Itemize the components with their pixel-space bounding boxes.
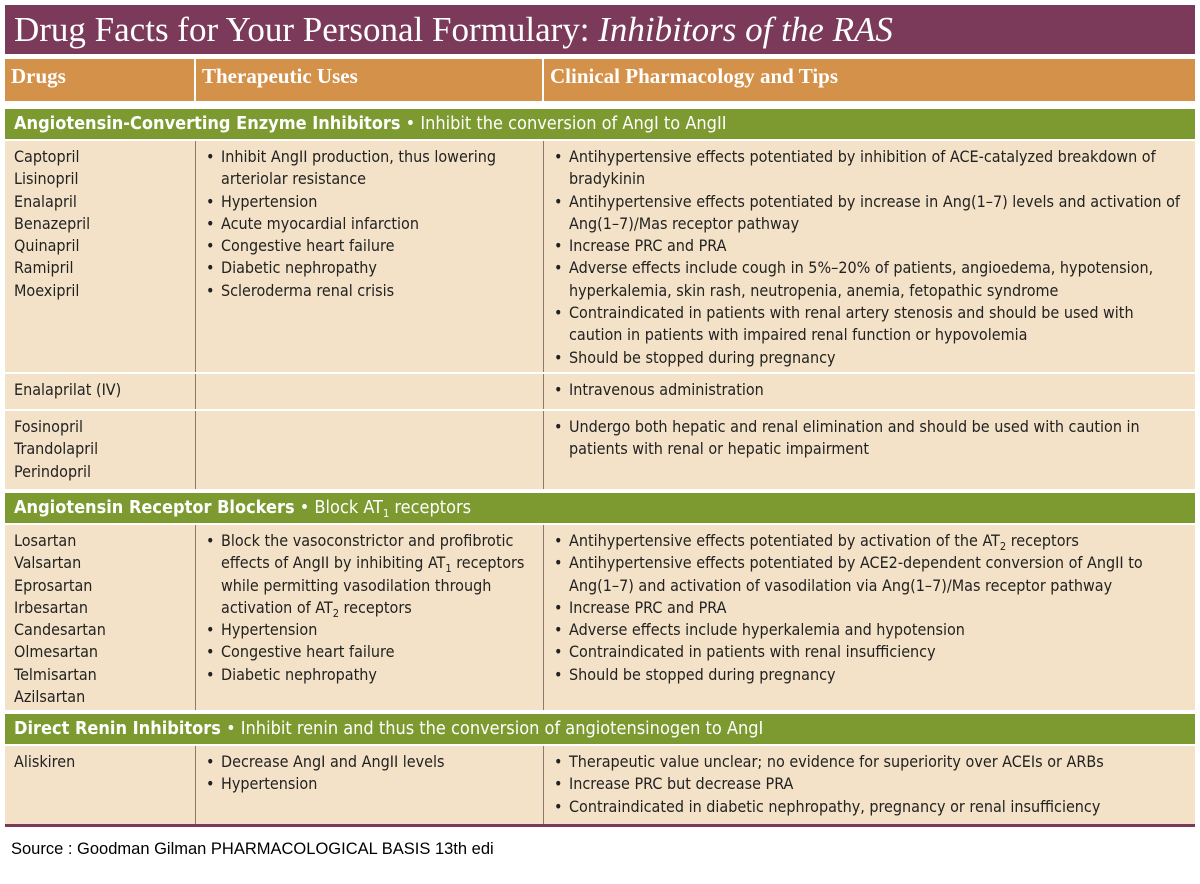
- list-item: • Decrease AngI and AngII levels: [205, 751, 539, 773]
- drug-name: Fosinopril: [14, 417, 83, 436]
- source-caption: Source : Goodman Gilman PHARMACOLOGICAL BASIS 13th edi: [11, 840, 494, 858]
- list-item: • Should be stopped during pregnancy: [553, 664, 1191, 686]
- drug-name: Enalapril: [14, 191, 77, 211]
- drug-list: [5, 411, 196, 489]
- list-item: • Hypertension: [205, 619, 539, 641]
- list-item: • Therapeutic value unclear; no evidence for superiority over ACEIs or ARBs: [553, 751, 1191, 773]
- uses-list: [196, 746, 544, 824]
- section-heading: Direct Renin Inhibitors: [14, 718, 221, 739]
- drug-name: Moexipril: [14, 280, 80, 300]
- drug-name: Enalaprilat (IV): [14, 380, 122, 399]
- section-description-end: receptors: [389, 497, 472, 518]
- list-item: • Diabetic nephropathy: [205, 257, 539, 279]
- list-item: • Intravenous administration: [553, 379, 1191, 401]
- drug-name: Aliskiren: [14, 752, 76, 771]
- list-item: • Contraindicated in patients with renal artery stenosis and should be used with caution in patients with impaired renal function or hypovolemia: [553, 302, 1191, 347]
- list-item: • Adverse effects include cough in 5%–20% of patients, angioedema, hypotension, hyperkalemia, skin rash, neutropenia, anemia, fetopathic syndrome: [553, 257, 1191, 302]
- drug-name: Valsartan: [14, 553, 82, 573]
- drug-name: Olmesartan: [14, 642, 99, 662]
- tips-list: [544, 374, 1195, 409]
- section-heading: Angiotensin-Converting Enzyme Inhibitors: [14, 113, 401, 134]
- table-row: [5, 523, 1195, 710]
- list-item: • Acute myocardial infarction: [205, 213, 539, 235]
- list-item: • Diabetic nephropathy: [205, 664, 539, 686]
- use-text: receptors while permitting vasodilation through activation of AT: [221, 553, 525, 617]
- subscript: 2: [999, 540, 1007, 553]
- list-item: • Antihypertensive effects potentiated by increase in Ang(1–7) levels and activation of Ang(1–7)/Mas receptor pathway: [553, 191, 1191, 236]
- tips-list: [544, 525, 1195, 710]
- drug-list: [5, 746, 196, 824]
- drug-name: Azilsartan: [14, 687, 86, 707]
- column-header-uses: Therapeutic Uses: [196, 59, 544, 101]
- list-item: • Should be stopped during pregnancy: [553, 347, 1191, 369]
- tips-list: [544, 411, 1195, 489]
- drug-name: Telmisartan: [14, 664, 97, 684]
- list-item: • Contraindicated in patients with renal insufficiency: [553, 641, 1191, 663]
- list-item: • Increase PRC but decrease PRA: [553, 773, 1191, 795]
- drug-name: Quinapril: [14, 236, 80, 256]
- uses-list: [196, 374, 544, 409]
- column-header-row: [5, 59, 1195, 105]
- drug-name: Captopril: [14, 147, 80, 166]
- drug-name: Benazepril: [14, 213, 91, 233]
- section-description: • Block AT: [294, 497, 383, 518]
- drug-list: [5, 374, 196, 409]
- table-row: [5, 372, 1195, 409]
- list-item: • Inhibit AngII production, thus lowering arteriolar resistance: [205, 146, 539, 191]
- section-description: • Inhibit renin and thus the conversion of angiotensinogen to AngI: [220, 718, 764, 739]
- drug-list: [5, 525, 196, 710]
- drug-name: Lisinopril: [14, 169, 79, 189]
- drug-name: Trandolapril: [14, 439, 99, 459]
- use-text: receptors: [338, 597, 412, 617]
- column-header-tips: Clinical Pharmacology and Tips: [550, 64, 839, 88]
- section-description: • Inhibit the conversion of AngI to AngII: [400, 113, 727, 134]
- drug-name: Eprosartan: [14, 575, 93, 595]
- table-row: [5, 744, 1195, 824]
- subscript: 1: [445, 562, 452, 576]
- list-item: • Increase PRC and PRA: [553, 597, 1191, 619]
- list-item: • Scleroderma renal crisis: [205, 280, 539, 302]
- uses-list: [196, 525, 544, 710]
- list-item: • Hypertension: [205, 773, 539, 795]
- section-heading: Angiotensin Receptor Blockers: [14, 497, 295, 518]
- list-item: • Increase PRC and PRA: [553, 235, 1191, 257]
- bottom-rule: [5, 824, 1195, 827]
- use-text: Block the vasoconstrictor and profibrotic effects of AngII by inhibiting AT: [221, 531, 514, 573]
- list-item: [205, 530, 539, 619]
- subscript: 2: [332, 606, 339, 620]
- list-item: • Adverse effects include hyperkalemia and hypotension: [553, 619, 1191, 641]
- drug-name: Perindopril: [14, 461, 92, 481]
- list-item: • Antihypertensive effects potentiated by ACE2-dependent conversion of AngII to Ang(1–7) and activation of vasodilation via Ang(1–7)/Mas receptor pathway: [553, 552, 1191, 597]
- page-title: [5, 5, 1195, 54]
- list-item: • Contraindicated in diabetic nephropathy, pregnancy or renal insufficiency: [553, 796, 1191, 818]
- title-italic: Inhibitors of the RAS: [598, 10, 893, 49]
- section-angiotensin-receptor-blockers: [5, 493, 1195, 523]
- drug-name: Candesartan: [14, 620, 106, 640]
- list-item: • Hypertension: [205, 191, 539, 213]
- drug-name: Irbesartan: [14, 597, 88, 617]
- column-header-drugs: Drugs: [5, 59, 196, 101]
- list-item: [553, 530, 1191, 552]
- list-item: • Congestive heart failure: [205, 235, 539, 257]
- table-row: [5, 409, 1195, 489]
- title-main: Drug Facts for Your Personal Formulary:: [14, 10, 599, 49]
- tip-text: receptors: [1006, 531, 1079, 550]
- list-item: • Undergo both hepatic and renal elimination and should be used with caution in patients with renal or hepatic impairment: [553, 416, 1191, 461]
- section-direct-renin-inhibitors: [5, 714, 1195, 744]
- section-ace-inhibitors: [5, 109, 1195, 139]
- subscript: 1: [382, 507, 390, 520]
- drug-list: [5, 141, 196, 372]
- formulary-table: [5, 5, 1195, 827]
- tip-text: Antihypertensive effects potentiated by activation of the AT: [569, 531, 1000, 550]
- drug-name: Ramipril: [14, 258, 74, 278]
- drug-name: Losartan: [14, 531, 77, 550]
- tips-list: [544, 141, 1195, 372]
- list-item: • Antihypertensive effects potentiated by inhibition of ACE-catalyzed breakdown of bradykinin: [553, 146, 1191, 191]
- uses-list: [196, 411, 544, 489]
- table-row: [5, 139, 1195, 372]
- uses-list: [196, 141, 544, 372]
- list-item: • Congestive heart failure: [205, 641, 539, 663]
- tips-list: [544, 746, 1195, 824]
